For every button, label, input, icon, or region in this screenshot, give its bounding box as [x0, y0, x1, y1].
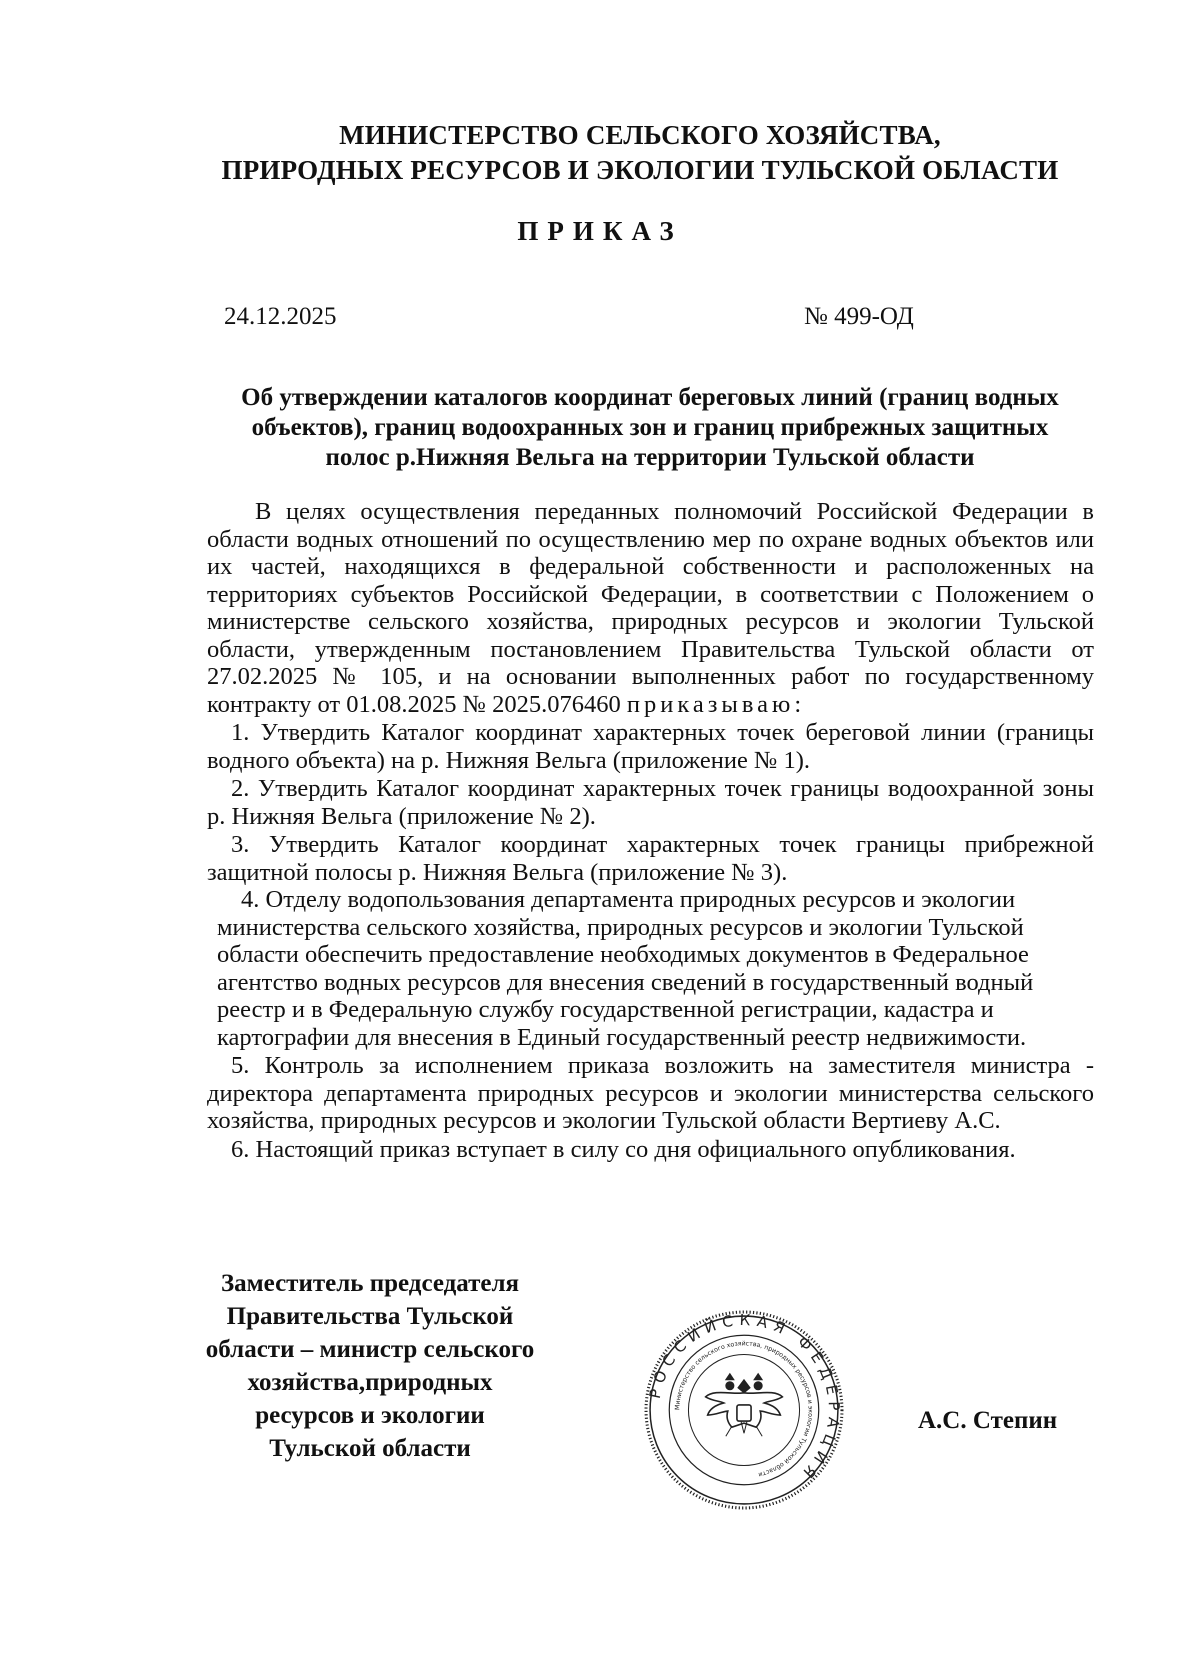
signer-position-line-4: хозяйства,природных	[247, 1369, 493, 1396]
organization-title	[200, 118, 1080, 188]
order-word: приказываю:	[626, 690, 806, 718]
order-item-1: 1. Утвердить Каталог координат характерных точек береговой линии (границы водного объекта) на р. Нижняя Вельга (приложение № 1).	[207, 719, 1094, 774]
signer-position-line-6: Тульской области	[269, 1435, 471, 1462]
signer-name: А.С. Степин	[918, 1407, 1058, 1434]
document-subject	[215, 383, 1085, 473]
signer-position-line-2: Правительства Тульской	[226, 1303, 514, 1330]
seal-inner-text-path: Министерство сельского хозяйства, природных ресурсов и экологии Тульской области	[674, 1340, 814, 1478]
order-item-5: 5. Контроль за исполнением приказа возложить на заместителя министра - директора департамента природных ресурсов и экологии министерства сельского хозяйства, природных ресурсов и экологии Тульской области Вертиеву А.С.	[207, 1052, 1094, 1134]
document-date: 24.12.2025	[224, 303, 337, 330]
order-item-2: 2. Утвердить Каталог координат характерных точек границы водоохранной зоны р. Нижняя Вельга (приложение № 2).	[207, 775, 1094, 830]
order-item-6: 6. Настоящий приказ вступает в силу со дня официального опубликования.	[231, 1135, 1016, 1163]
subject-line-3: полос р.Нижняя Вельга на территории Тульской области	[325, 444, 975, 471]
document-number: № 499-ОД	[804, 303, 914, 330]
seal-inner-text	[674, 1339, 813, 1478]
signer-position-line-5: ресурсов и экологии	[255, 1402, 485, 1429]
preamble-paragraph	[207, 498, 1094, 718]
signer-position-line-1: Заместитель председателя	[220, 1270, 520, 1297]
official-seal	[643, 1309, 845, 1511]
order-item-4: 4. Отделу водопользования департамента природных ресурсов и экологии министерства сельского хозяйства, природных ресурсов и экологии Тульской области обеспечить предоставление необходимых документов в Федеральное агентство водных ресурсов для внесения сведений в государственный водный реестр и в Федеральную службу государственной регистрации, кадастра и картографии для внесения в Единый государственный реестр недвижимости.	[217, 886, 1034, 1051]
document-body	[207, 498, 1094, 1163]
order-item-3: 3. Утвердить Каталог координат характерных точек границы прибрежной защитной полосы р. Нижняя Вельга (приложение № 3).	[207, 831, 1094, 886]
signer-position	[200, 1267, 540, 1465]
eagle-emblem-icon	[706, 1374, 783, 1437]
preamble-text: В целях осуществления переданных полномочий Российской Федерации в области водных отношений по осуществлению мер по охране водных объектов или их частей, находящихся в федеральной собственности и расположенных на территориях субъектов Российской Федерации, в соответствии с Положением о министерстве сельского хозяйства, природных ресурсов и экологии Тульской области, утвержденным постановлением Правительства Тульской области от 27.02.2025 № 105, и на основании выполненных работ по государственному контракту от 01.08.2025 № 2025.076460	[207, 498, 1094, 718]
org-line-2: ПРИРОДНЫХ РЕСУРСОВ И ЭКОЛОГИИ ТУЛЬСКОЙ ОБЛАСТИ	[221, 155, 1059, 185]
subject-line-1: Об утверждении каталогов координат береговых линий (границ водных	[241, 384, 1059, 411]
signer-position-line-3: области – министр сельского	[205, 1336, 535, 1363]
subject-line-2: объектов), границ водоохранных зон и границ прибрежных защитных	[251, 414, 1049, 441]
org-line-1: МИНИСТЕРСТВО СЕЛЬСКОГО ХОЗЯЙСТВА,	[339, 120, 941, 150]
seal-outer-text-path: РОССИЙСКАЯ ФЕДЕРАЦИЯ	[645, 1310, 843, 1486]
document-type: ПРИКАЗ	[517, 216, 683, 246]
